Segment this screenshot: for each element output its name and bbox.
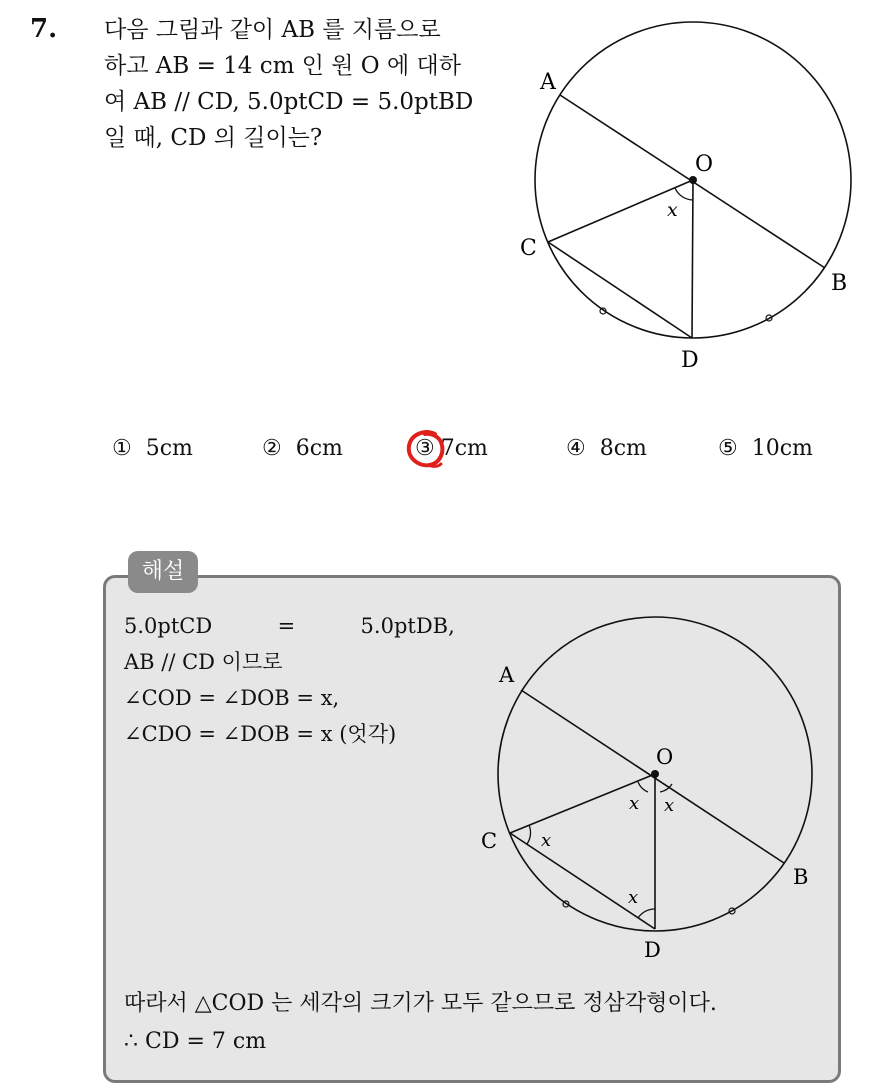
choice-2-text: 6cm <box>295 436 343 461</box>
label-b: B <box>831 271 848 296</box>
label-c: C <box>481 829 498 853</box>
choice-4-text: 8cm <box>599 436 647 461</box>
choice-5-text: 10cm <box>751 436 813 461</box>
choice-5-number: ⑤ <box>718 436 738 461</box>
label-x-d: x <box>628 887 639 908</box>
solution-tag: 해설 <box>128 551 198 593</box>
question-line-3: 여 AB // CD, 5.0ptCD = 5.0ptBD <box>104 89 474 115</box>
choice-4-number: ④ <box>566 436 586 461</box>
choice-5[interactable] <box>718 436 813 461</box>
solution-line-6: ∴ CD = 7 cm <box>124 1029 267 1054</box>
label-a: A <box>499 663 515 687</box>
label-o: O <box>695 152 714 177</box>
question-figure <box>520 10 860 380</box>
choice-1[interactable] <box>112 436 193 461</box>
question-text <box>104 12 504 156</box>
segment-cd <box>510 833 655 929</box>
solution-line-1-right: 5.0ptDB, <box>360 614 455 638</box>
solution-line-2: AB // CD 이므로 <box>124 650 283 674</box>
choice-2[interactable] <box>262 436 343 461</box>
answer-mark-icon <box>405 428 447 470</box>
solution-figure <box>478 612 828 972</box>
angle-arc-d <box>638 909 655 918</box>
solution-line-5: 따라서 △COD 는 세각의 크기가 모두 같으므로 정삼각형이다. <box>124 991 717 1016</box>
solution-line-1-eq: = <box>277 614 296 638</box>
question-line-2: 하고 AB = 14 cm 인 원 O 에 대하 <box>104 53 461 79</box>
center-dot <box>651 770 659 778</box>
solution-line-1 <box>124 608 455 644</box>
question-line-4: 일 때, CD 의 길이는? <box>104 125 323 151</box>
choice-3-number: ③ <box>415 436 435 461</box>
label-d: D <box>644 938 661 962</box>
question-line-1: 다음 그림과 같이 AB 를 지름으로 <box>104 17 441 43</box>
choice-3-text: 7cm <box>440 436 488 461</box>
choice-1-text: 5cm <box>145 436 193 461</box>
label-b: B <box>793 865 809 889</box>
solution-conclusion <box>124 985 717 1061</box>
choice-2-number: ② <box>262 436 282 461</box>
angle-arc-cod <box>638 782 648 792</box>
solution-text <box>124 608 455 752</box>
choice-1-number: ① <box>112 436 132 461</box>
label-c: C <box>520 236 537 261</box>
segment-od <box>692 180 693 338</box>
label-a: A <box>540 70 556 95</box>
angle-arc-c <box>527 825 531 844</box>
center-dot <box>689 176 697 184</box>
solution-line-3: ∠COD = ∠DOB = x, <box>124 686 340 710</box>
solution-line-1-left: 5.0ptCD <box>124 614 213 638</box>
label-x: x <box>667 199 678 221</box>
choice-4[interactable] <box>566 436 647 461</box>
question-number: 7. <box>30 14 58 44</box>
label-x-dob: x <box>664 795 675 816</box>
segment-cd <box>548 242 692 338</box>
solution-line-4: ∠CDO = ∠DOB = x (엇각) <box>124 722 397 746</box>
label-o: O <box>656 745 674 769</box>
label-d: D <box>681 348 699 373</box>
label-x-c: x <box>541 830 552 851</box>
label-x-cod: x <box>629 793 640 814</box>
